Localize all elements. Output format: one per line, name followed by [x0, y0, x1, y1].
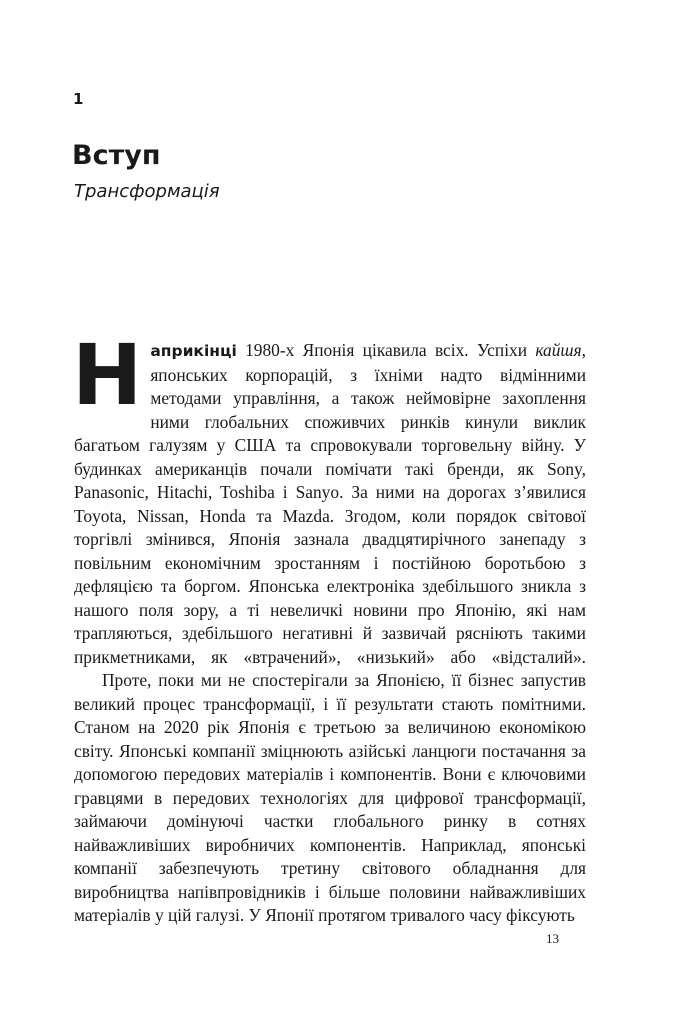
paragraph-2: Проте, поки ми не спостерігали за Японією, її бізнес запустив великий процес трансформації, і її результати стають помітними. Станом на 2020 рік Японія є третьою за величиною економікою світу. Японські компанії зміцнюють азійські ланцюги постачання за допомогою передових матеріалів і компонентів. Вони є ключовими гравцями в передових технологіях для цифрової трансформації, займаючи домінуючі частки глобального ринку в сотнях найважливіших виробничих компонентів. Наприклад, японські компанії забезпечують третину світового обладнання для виробництва напівпровідників і більше половини найважливіших матеріалів у цій галузі. У Японії протягом тривалого часу фіксують [74, 670, 586, 925]
paragraph-1-text-b: , японських корпорацій, з їхніми надто відмінними методами управління, а також неймовірне захоплення ними глобальних споживчих ринків кинули виклик багатьом галузям у США та спровокували торговельну війну. У будинках американців почали помічати такі бренди, як Sony, Panasonic, Hitachi, Toshiba і Sanyo. За ними на дорогах з’явилися Toyota, Nissan, Honda та Mazda. Згодом, коли порядок світової торгівлі змінився, Японія зазнала двадцятирічного занепаду з повільним економічним зростанням і постійною боротьбою з дефляцією та боргом. Японська електроніка здебільшого зникла з нашого поля зору, а ті невеличкі новини про Японію, які нам трапляються, здебільшого негативні й зазвичай рясніють такими прикметниками, як «втрачений», «низький» або «відсталий». [74, 340, 586, 667]
lead-in: априкінці [150, 342, 237, 360]
paragraph-1-text-a: 1980-х Японія цікавила всіх. Успіхи [236, 340, 536, 360]
chapter-number: 1 [73, 90, 84, 108]
chapter-title: Вступ [72, 140, 161, 171]
chapter-subtitle: Трансформація [74, 181, 220, 202]
paragraph-1 [72, 326, 586, 669]
drop-cap: Н [72, 326, 143, 424]
page-number: 13 [546, 931, 559, 946]
body-text [72, 326, 586, 928]
emphasis-term: кайшя [535, 340, 582, 360]
